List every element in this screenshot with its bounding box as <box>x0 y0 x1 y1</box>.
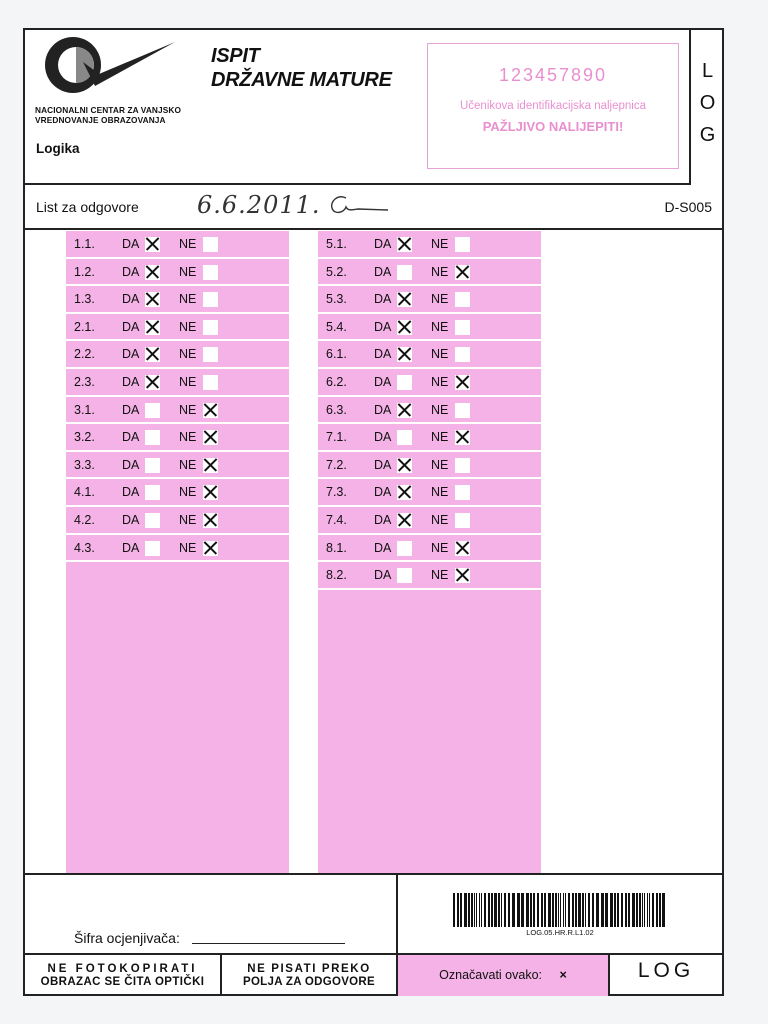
subject-name: Logika <box>36 141 80 156</box>
subject-code-column <box>689 30 724 185</box>
no-label: NE <box>179 347 197 362</box>
mark-example-symbol: × <box>559 968 567 982</box>
barcode-bar <box>647 893 648 927</box>
barcode-bar <box>578 893 581 927</box>
barcode-bar <box>491 893 493 927</box>
yes-label: DA <box>374 457 392 472</box>
barcode-bar <box>636 893 638 927</box>
no-checkbox[interactable] <box>203 347 218 362</box>
barcode-bar <box>575 893 577 927</box>
yes-checkbox[interactable] <box>145 347 160 362</box>
no-checkbox[interactable] <box>455 485 470 500</box>
sticker-label: Učenikova identifikacijska naljepnica <box>459 100 647 112</box>
barcode-bar <box>501 893 502 927</box>
no-label: NE <box>179 430 197 445</box>
no-label: NE <box>179 402 197 417</box>
question-number: 5.4. <box>326 319 347 334</box>
question-number: 8.1. <box>326 540 347 555</box>
no-label: NE <box>431 430 449 445</box>
yes-checkbox[interactable] <box>397 513 412 528</box>
no-checkbox[interactable] <box>203 458 218 473</box>
no-label: NE <box>179 292 197 307</box>
barcode-bar <box>494 893 497 927</box>
answer-row <box>318 286 541 314</box>
yes-label: DA <box>374 402 392 417</box>
barcode-bar <box>621 893 623 927</box>
barcode-bar <box>568 893 570 927</box>
yes-label: DA <box>122 402 140 417</box>
barcode-bar <box>642 893 643 927</box>
no-label: NE <box>431 237 449 251</box>
no-checkbox[interactable] <box>203 375 218 390</box>
barcode-bar <box>521 893 524 927</box>
exam-title: ISPIT DRŽAVNE MATURE <box>211 45 392 91</box>
barcode-bar <box>632 893 635 927</box>
barcode-bar <box>484 893 486 927</box>
barcode-bar <box>565 893 566 927</box>
yes-label: DA <box>122 374 140 389</box>
no-label: NE <box>179 540 197 555</box>
barcode-bar <box>596 893 599 927</box>
barcode-bar <box>541 893 543 927</box>
no-label: NE <box>179 264 197 279</box>
answer-row <box>318 562 541 590</box>
question-number: 5.2. <box>326 264 347 279</box>
question-number: 1.2. <box>74 264 95 279</box>
no-label: NE <box>431 292 449 307</box>
yes-checkbox[interactable] <box>145 375 160 390</box>
no-label: NE <box>431 374 449 389</box>
no-label: NE <box>431 568 449 583</box>
yes-label: DA <box>122 512 140 527</box>
question-number: 3.3. <box>74 457 95 472</box>
barcode-bar <box>617 893 619 927</box>
no-checkbox[interactable] <box>455 513 470 528</box>
answer-row <box>318 369 541 397</box>
yes-checkbox[interactable] <box>397 292 412 307</box>
answer-column-left <box>66 231 289 873</box>
question-number: 7.3. <box>326 485 347 500</box>
barcode-bar <box>453 893 455 927</box>
question-number: 2.1. <box>74 319 95 334</box>
barcode-bar <box>552 893 554 927</box>
no-label: NE <box>431 457 449 472</box>
yes-checkbox[interactable] <box>145 541 160 556</box>
barcode-bar <box>468 893 470 927</box>
question-number: 7.4. <box>326 512 347 527</box>
no-checkbox[interactable] <box>455 375 470 390</box>
yes-label: DA <box>122 540 140 555</box>
barcode-bar <box>512 893 515 927</box>
barcode-bar <box>460 893 462 927</box>
no-checkbox[interactable] <box>455 458 470 473</box>
yes-label: DA <box>374 485 392 500</box>
answer-row <box>318 535 541 563</box>
yes-checkbox[interactable] <box>145 430 160 445</box>
answer-row <box>318 507 541 535</box>
no-label: NE <box>431 319 449 334</box>
organization-name: NACIONALNI CENTAR ZA VANJSKO VREDNOVANJE OBRAZOVANJA <box>35 105 181 125</box>
barcode-bar <box>614 893 616 927</box>
barcode-bar <box>481 893 482 927</box>
yes-checkbox[interactable] <box>397 430 412 445</box>
yes-checkbox[interactable] <box>397 375 412 390</box>
grader-code-line[interactable] <box>192 943 345 944</box>
barcode-bar <box>533 893 535 927</box>
yes-label: DA <box>122 347 140 362</box>
no-label: NE <box>431 264 449 279</box>
answer-row <box>318 341 541 369</box>
no-checkbox[interactable] <box>203 430 218 445</box>
grader-code-label: Šifra ocjenjivača: <box>74 930 180 946</box>
barcode-bar <box>471 893 473 927</box>
barcode-bar <box>628 893 630 927</box>
yes-label: DA <box>122 457 140 472</box>
barcode-area <box>398 875 722 953</box>
question-number: 6.2. <box>326 374 347 389</box>
answer-row <box>66 424 289 452</box>
ncvvo-logo <box>43 36 178 106</box>
barcode-bar <box>652 893 654 927</box>
question-number: 2.2. <box>74 347 95 362</box>
answer-column-right <box>318 231 541 873</box>
no-label: NE <box>179 457 197 472</box>
answer-row <box>318 424 541 452</box>
answer-row <box>66 286 289 314</box>
no-write-notice: NE PISATI PREKO POLJA ZA ODGOVORE <box>222 955 398 996</box>
question-number: 5.1. <box>326 237 347 251</box>
mark-instruction-label: Označavati ovako: <box>439 968 543 982</box>
question-number: 2.3. <box>74 374 95 389</box>
answer-row <box>66 369 289 397</box>
id-sticker-area <box>427 43 679 169</box>
yes-checkbox[interactable] <box>397 568 412 583</box>
yes-label: DA <box>122 237 140 251</box>
yes-checkbox[interactable] <box>397 485 412 500</box>
question-number: 8.2. <box>326 568 347 583</box>
yes-checkbox[interactable] <box>397 541 412 556</box>
answer-row <box>318 397 541 425</box>
no-label: NE <box>179 485 197 500</box>
no-checkbox[interactable] <box>203 320 218 335</box>
no-label: NE <box>179 512 197 527</box>
barcode-bar <box>555 893 557 927</box>
yes-label: DA <box>122 430 140 445</box>
barcode-bar <box>464 893 467 927</box>
form-code: D-S005 <box>664 199 712 215</box>
barcode-bar <box>548 893 551 927</box>
no-checkbox[interactable] <box>203 292 218 307</box>
answer-row <box>66 535 289 563</box>
no-label: NE <box>431 540 449 555</box>
answer-row <box>66 259 289 287</box>
signature-mark <box>328 193 390 224</box>
no-checkbox[interactable] <box>455 568 470 583</box>
barcode-bar <box>649 893 650 927</box>
yes-label: DA <box>374 292 392 307</box>
question-number: 5.3. <box>326 292 347 307</box>
no-checkbox[interactable] <box>203 237 218 252</box>
code-letter: G <box>699 124 716 146</box>
barcode-bar <box>508 893 510 927</box>
answer-row <box>318 314 541 342</box>
barcode-bar <box>530 893 532 927</box>
mark-instruction <box>398 955 610 996</box>
sticker-warning: PAŽLJIVO NALIJEPITI! <box>482 119 624 134</box>
yes-checkbox[interactable] <box>145 237 160 252</box>
barcode-bar <box>582 893 584 927</box>
no-label: NE <box>179 319 197 334</box>
barcode-bar <box>644 893 645 927</box>
barcode-bar <box>474 893 475 927</box>
no-checkbox[interactable] <box>203 265 218 280</box>
barcode-bar <box>544 893 546 927</box>
yes-checkbox[interactable] <box>145 485 160 500</box>
no-checkbox[interactable] <box>455 403 470 418</box>
question-number: 4.1. <box>74 485 95 500</box>
no-checkbox[interactable] <box>455 292 470 307</box>
no-checkbox[interactable] <box>455 320 470 335</box>
barcode-bar <box>537 893 539 927</box>
yes-checkbox[interactable] <box>397 403 412 418</box>
yes-checkbox[interactable] <box>397 347 412 362</box>
barcode-bar <box>625 893 627 927</box>
yes-label: DA <box>374 512 392 527</box>
answer-row <box>66 231 289 259</box>
no-label: NE <box>431 512 449 527</box>
sheet-footer <box>25 873 722 996</box>
yes-label: DA <box>122 292 140 307</box>
code-letter: O <box>699 92 716 114</box>
answer-sheet <box>23 28 724 996</box>
yes-checkbox[interactable] <box>145 458 160 473</box>
no-checkbox[interactable] <box>455 265 470 280</box>
sheet-subheader <box>25 185 722 230</box>
yes-label: DA <box>122 264 140 279</box>
yes-checkbox[interactable] <box>397 458 412 473</box>
no-checkbox[interactable] <box>203 403 218 418</box>
answer-row <box>318 259 541 287</box>
barcode-bar <box>610 893 613 927</box>
barcode-bar <box>479 893 480 927</box>
yes-checkbox[interactable] <box>397 265 412 280</box>
barcode-bar <box>601 893 604 927</box>
barcode-image <box>453 893 667 927</box>
yes-checkbox[interactable] <box>145 513 160 528</box>
barcode-bar <box>639 893 641 927</box>
yes-label: DA <box>374 540 392 555</box>
no-checkbox[interactable] <box>455 430 470 445</box>
handwritten-date: 6.6.2011. <box>197 191 321 219</box>
answer-row <box>66 314 289 342</box>
no-checkbox[interactable] <box>455 347 470 362</box>
answer-row <box>66 341 289 369</box>
sheet-header <box>25 30 690 185</box>
no-label: NE <box>431 485 449 500</box>
sticker-number: 123457890 <box>498 65 608 85</box>
question-number: 6.1. <box>326 347 347 362</box>
question-number: 4.2. <box>74 512 95 527</box>
answer-row <box>318 231 541 259</box>
yes-label: DA <box>374 319 392 334</box>
yes-checkbox[interactable] <box>145 265 160 280</box>
no-label: NE <box>431 402 449 417</box>
answer-row <box>66 507 289 535</box>
question-number: 4.3. <box>74 540 95 555</box>
yes-checkbox[interactable] <box>397 320 412 335</box>
answer-sheet-label: List za odgovore <box>36 199 139 215</box>
barcode-bar <box>488 893 490 927</box>
question-number: 6.3. <box>326 402 347 417</box>
yes-checkbox[interactable] <box>397 237 412 252</box>
yes-checkbox[interactable] <box>145 292 160 307</box>
yes-checkbox[interactable] <box>145 403 160 418</box>
no-checkbox[interactable] <box>455 237 470 252</box>
barcode-bar <box>659 893 661 927</box>
barcode-bar <box>457 893 459 927</box>
yes-checkbox[interactable] <box>145 320 160 335</box>
barcode-bar <box>656 893 658 927</box>
barcode-bar <box>662 893 665 927</box>
footer-notices <box>25 953 722 996</box>
code-letter: L <box>701 60 714 82</box>
answer-row <box>66 479 289 507</box>
barcode-bar <box>476 893 477 927</box>
no-checkbox[interactable] <box>203 513 218 528</box>
no-checkbox[interactable] <box>203 485 218 500</box>
yes-label: DA <box>122 485 140 500</box>
question-number: 7.1. <box>326 430 347 445</box>
yes-label: DA <box>374 237 392 251</box>
barcode-bar <box>605 893 608 927</box>
barcode-bar <box>560 893 561 927</box>
answer-row <box>318 452 541 480</box>
answer-row <box>66 397 289 425</box>
barcode-bar <box>526 893 529 927</box>
question-number: 1.1. <box>74 237 95 251</box>
barcode-bar <box>585 893 586 927</box>
no-label: NE <box>179 237 197 251</box>
no-checkbox[interactable] <box>203 541 218 556</box>
barcode-bar <box>498 893 500 927</box>
question-number: 1.3. <box>74 292 95 307</box>
grader-code-area <box>25 875 398 953</box>
answer-row <box>66 452 289 480</box>
barcode-bar <box>592 893 594 927</box>
barcode-text: LOG.05.HR.R.L1.02 <box>526 928 594 937</box>
yes-label: DA <box>374 430 392 445</box>
answer-row <box>318 479 541 507</box>
yes-label: DA <box>122 319 140 334</box>
barcode-bar <box>588 893 590 927</box>
no-label: NE <box>431 347 449 362</box>
no-checkbox[interactable] <box>455 541 470 556</box>
yes-label: DA <box>374 347 392 362</box>
barcode-bar <box>563 893 564 927</box>
barcode-bar <box>517 893 520 927</box>
barcode-bar <box>504 893 506 927</box>
barcode-bar <box>558 893 559 927</box>
question-number: 3.2. <box>74 430 95 445</box>
question-number: 7.2. <box>326 457 347 472</box>
barcode-bar <box>572 893 574 927</box>
yes-label: DA <box>374 264 392 279</box>
no-copy-notice: NE FOTOKOPIRATI OBRAZAC SE ČITA OPTIČKI <box>25 955 222 996</box>
subject-code-footer: LOG <box>637 959 695 982</box>
yes-label: DA <box>374 568 392 583</box>
question-number: 3.1. <box>74 402 95 417</box>
no-label: NE <box>179 374 197 389</box>
yes-label: DA <box>374 374 392 389</box>
